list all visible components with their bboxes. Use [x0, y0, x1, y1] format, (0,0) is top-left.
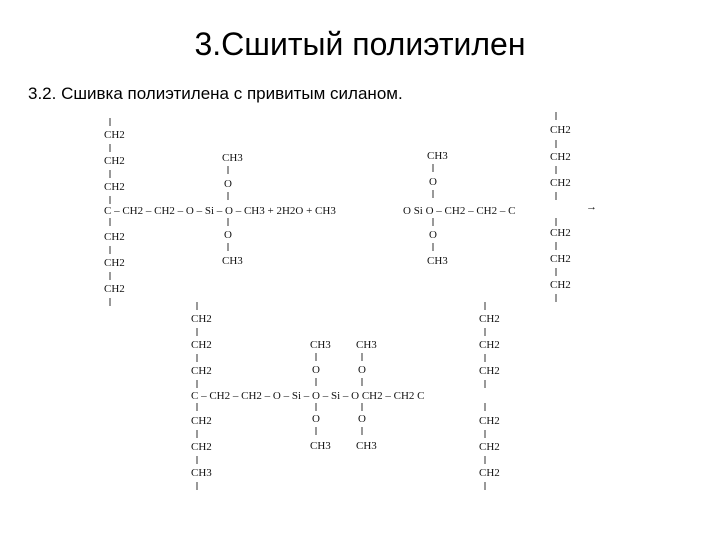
reaction-arrow: → — [586, 201, 597, 213]
chain-atom: CH2 — [104, 181, 125, 193]
chain-atom: CH2 — [191, 415, 212, 427]
silane-group: O — [429, 176, 437, 188]
chain-atom: CH2 — [479, 415, 500, 427]
slide-subtitle: 3.2. Сшивка полиэтилена с привитым силаном. — [28, 84, 403, 103]
silane-group: CH3 — [427, 150, 448, 162]
silane-group: O — [224, 178, 232, 190]
chain-atom: CH2 — [550, 177, 571, 189]
chain-atom: CH2 — [191, 365, 212, 377]
chain-atom: CH2 — [550, 279, 571, 291]
chain-atom: CH2 — [104, 231, 125, 243]
bottom-main-row: C – CH2 – CH2 – O – Si – O – Si – O CH2 – CH2 C — [191, 390, 425, 402]
silane-group: O — [312, 413, 320, 425]
chain-atom: CH2 — [550, 227, 571, 239]
chain-atom: CH2 — [104, 155, 125, 167]
chain-atom: CH2 — [104, 283, 125, 295]
chain-atom: CH2 — [191, 339, 212, 351]
silane-group: CH3 — [427, 255, 448, 267]
silane-group: CH3 — [356, 440, 377, 452]
top-main-row-left: C – CH2 – CH2 – O – Si – O – CH3 + 2H2O + CH3 — [104, 205, 336, 217]
chain-atom: CH2 — [479, 313, 500, 325]
chain-atom: CH2 — [479, 365, 500, 377]
chain-atom: CH3 — [191, 467, 212, 479]
silane-group: CH3 — [310, 339, 331, 351]
silane-group: O — [429, 229, 437, 241]
silane-group: O — [358, 364, 366, 376]
silane-group: O — [224, 229, 232, 241]
chain-atom: CH2 — [104, 257, 125, 269]
silane-group: CH3 — [222, 255, 243, 267]
silane-group: CH3 — [356, 339, 377, 351]
silane-group: CH3 — [310, 440, 331, 452]
chain-atom: CH2 — [479, 467, 500, 479]
chain-atom: CH2 — [550, 151, 571, 163]
chain-atom: CH2 — [479, 339, 500, 351]
chain-atom: CH2 — [191, 441, 212, 453]
chain-atom: CH2 — [550, 124, 571, 136]
silane-group: O — [358, 413, 366, 425]
top-right-chain — [550, 112, 571, 302]
chain-atom: CH2 — [191, 313, 212, 325]
chain-atom: CH2 — [550, 253, 571, 265]
top-main-row-right: O Si O – CH2 – CH2 – C — [403, 205, 516, 217]
bottom-right-chain — [479, 302, 500, 490]
chain-atom: CH2 — [104, 129, 125, 141]
silane-group: O — [312, 364, 320, 376]
silane-group: CH3 — [222, 152, 243, 164]
chain-atom: CH2 — [479, 441, 500, 453]
slide-title: 3.Сшитый полиэтилен — [194, 26, 526, 62]
